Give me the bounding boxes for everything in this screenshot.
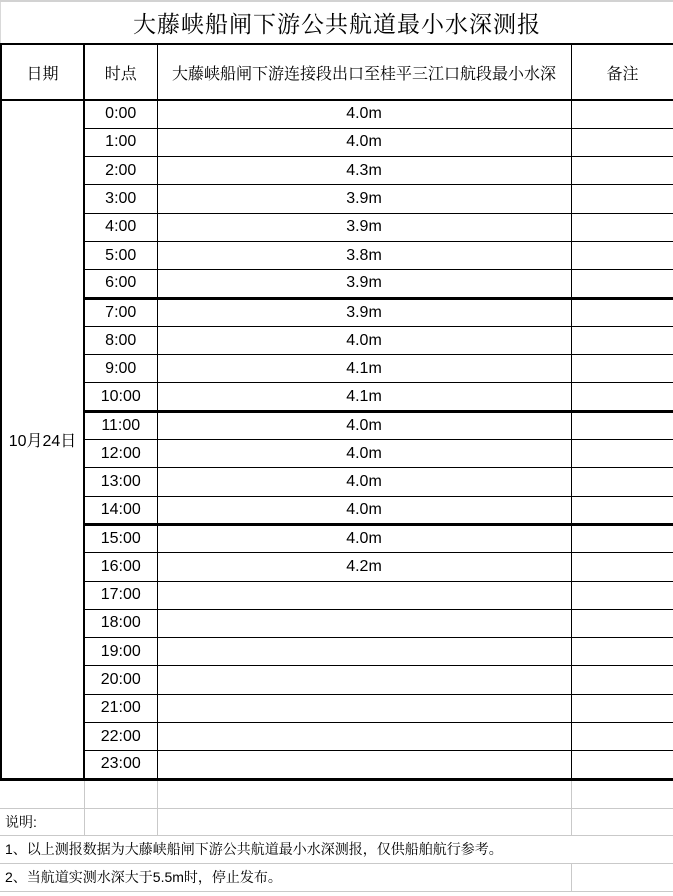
remark-cell[interactable] <box>571 468 673 496</box>
depth-cell[interactable]: 4.0m <box>157 128 571 156</box>
depth-report-table <box>0 43 673 781</box>
time-cell[interactable]: 19:00 <box>84 638 157 666</box>
depth-cell[interactable]: 4.0m <box>157 100 571 128</box>
table-row <box>1 326 673 354</box>
table-row <box>1 524 673 552</box>
time-cell[interactable]: 18:00 <box>84 609 157 637</box>
remark-cell[interactable] <box>571 723 673 751</box>
time-cell[interactable]: 8:00 <box>84 326 157 354</box>
notes-label-cell-d[interactable] <box>572 809 673 835</box>
table-row <box>1 298 673 326</box>
table-row <box>1 157 673 185</box>
header-time: 时点 <box>84 44 157 100</box>
remark-cell[interactable] <box>571 581 673 609</box>
header-row <box>1 44 673 100</box>
depth-cell[interactable] <box>157 581 571 609</box>
table-row <box>1 723 673 751</box>
remark-cell[interactable] <box>571 100 673 128</box>
header-date: 日期 <box>1 44 84 100</box>
spacer-cell-b[interactable] <box>85 781 158 808</box>
remark-cell[interactable] <box>571 638 673 666</box>
time-cell[interactable]: 1:00 <box>84 128 157 156</box>
table-row <box>1 694 673 722</box>
table-row <box>1 751 673 779</box>
depth-cell[interactable]: 4.0m <box>157 496 571 524</box>
spacer-cell-d[interactable] <box>572 781 673 808</box>
remark-cell[interactable] <box>571 609 673 637</box>
note-row-1 <box>0 836 673 864</box>
table-row <box>1 468 673 496</box>
note-2-cell[interactable] <box>0 864 572 891</box>
remark-cell[interactable] <box>571 326 673 354</box>
remark-cell[interactable] <box>571 440 673 468</box>
remark-cell[interactable] <box>571 298 673 326</box>
depth-cell[interactable]: 4.1m <box>157 355 571 383</box>
remark-cell[interactable] <box>571 270 673 298</box>
note-1-text: 1、以上测报数据为大藤峡船闸下游公共航道最小水深测报，仅供船舶航行参考。 <box>5 841 503 858</box>
time-cell[interactable]: 13:00 <box>84 468 157 496</box>
depth-cell[interactable]: 4.0m <box>157 468 571 496</box>
time-cell[interactable]: 2:00 <box>84 157 157 185</box>
notes-label-cell-b[interactable] <box>85 809 158 835</box>
depth-cell[interactable]: 3.9m <box>157 270 571 298</box>
table-row <box>1 270 673 298</box>
time-cell[interactable]: 0:00 <box>84 100 157 128</box>
note-2-cell-d[interactable] <box>572 864 673 891</box>
time-cell[interactable]: 22:00 <box>84 723 157 751</box>
remark-cell[interactable] <box>571 383 673 411</box>
time-cell[interactable]: 11:00 <box>84 411 157 439</box>
notes-label-cell[interactable] <box>0 809 85 835</box>
table-row <box>1 638 673 666</box>
time-cell[interactable]: 21:00 <box>84 694 157 722</box>
depth-cell[interactable]: 4.1m <box>157 383 571 411</box>
table-row <box>1 241 673 269</box>
remark-cell[interactable] <box>571 241 673 269</box>
time-cell[interactable]: 4:00 <box>84 213 157 241</box>
table-row <box>1 609 673 637</box>
date-cell[interactable]: 10月24日 <box>1 100 84 779</box>
table-row <box>1 355 673 383</box>
depth-cell[interactable] <box>157 751 571 779</box>
table-row <box>1 213 673 241</box>
time-cell[interactable]: 12:00 <box>84 440 157 468</box>
depth-cell[interactable]: 3.8m <box>157 241 571 269</box>
time-cell[interactable]: 23:00 <box>84 751 157 779</box>
time-cell[interactable]: 14:00 <box>84 496 157 524</box>
spacer-cell-a[interactable] <box>0 781 85 808</box>
remark-cell[interactable] <box>571 666 673 694</box>
remark-cell[interactable] <box>571 751 673 779</box>
remark-cell[interactable] <box>571 694 673 722</box>
header-remark: 备注 <box>571 44 673 100</box>
depth-cell[interactable]: 4.0m <box>157 411 571 439</box>
table-row <box>1 383 673 411</box>
table-row <box>1 666 673 694</box>
spacer-row <box>0 781 673 809</box>
depth-cell[interactable] <box>157 638 571 666</box>
table-row <box>1 411 673 439</box>
report-title: 大藤峡船闸下游公共航道最小水深测报 <box>0 2 673 43</box>
notes-label: 说明: <box>5 813 37 830</box>
depth-cell[interactable]: 4.3m <box>157 157 571 185</box>
remark-cell[interactable] <box>571 185 673 213</box>
depth-cell[interactable] <box>157 723 571 751</box>
notes-label-cell-c[interactable] <box>158 809 572 835</box>
depth-cell[interactable]: 3.9m <box>157 213 571 241</box>
depth-cell[interactable]: 4.0m <box>157 440 571 468</box>
time-cell[interactable]: 10:00 <box>84 383 157 411</box>
time-cell[interactable]: 3:00 <box>84 185 157 213</box>
table-row <box>1 581 673 609</box>
table-row <box>1 128 673 156</box>
time-cell[interactable]: 16:00 <box>84 553 157 581</box>
table-row <box>1 440 673 468</box>
depth-cell[interactable]: 4.0m <box>157 524 571 552</box>
table-row <box>1 553 673 581</box>
header-depth: 大藤峡船闸下游连接段出口至桂平三江口航段最小水深 <box>157 44 571 100</box>
depth-cell[interactable]: 4.0m <box>157 326 571 354</box>
time-cell[interactable]: 6:00 <box>84 270 157 298</box>
notes-label-row <box>0 809 673 836</box>
depth-cell[interactable]: 3.9m <box>157 185 571 213</box>
depth-cell[interactable] <box>157 609 571 637</box>
time-cell[interactable]: 9:00 <box>84 355 157 383</box>
note-row-2 <box>0 864 673 892</box>
time-cell[interactable]: 15:00 <box>84 524 157 552</box>
depth-table-body <box>1 100 673 779</box>
remark-cell[interactable] <box>571 411 673 439</box>
depth-cell[interactable]: 4.2m <box>157 553 571 581</box>
depth-cell[interactable] <box>157 694 571 722</box>
remark-cell[interactable] <box>571 524 673 552</box>
remark-cell[interactable] <box>571 157 673 185</box>
remark-cell[interactable] <box>571 496 673 524</box>
remark-cell[interactable] <box>571 213 673 241</box>
note-1-cell[interactable] <box>0 836 673 863</box>
note-2-text: 2、当航道实测水深大于5.5m时，停止发布。 <box>5 869 282 886</box>
remark-cell[interactable] <box>571 128 673 156</box>
table-row <box>1 100 673 128</box>
time-cell[interactable]: 5:00 <box>84 241 157 269</box>
time-cell[interactable]: 20:00 <box>84 666 157 694</box>
table-row <box>1 185 673 213</box>
time-cell[interactable]: 7:00 <box>84 298 157 326</box>
remark-cell[interactable] <box>571 553 673 581</box>
table-row <box>1 496 673 524</box>
depth-cell[interactable] <box>157 666 571 694</box>
spacer-cell-c[interactable] <box>158 781 572 808</box>
time-cell[interactable]: 17:00 <box>84 581 157 609</box>
depth-cell[interactable]: 3.9m <box>157 298 571 326</box>
remark-cell[interactable] <box>571 355 673 383</box>
